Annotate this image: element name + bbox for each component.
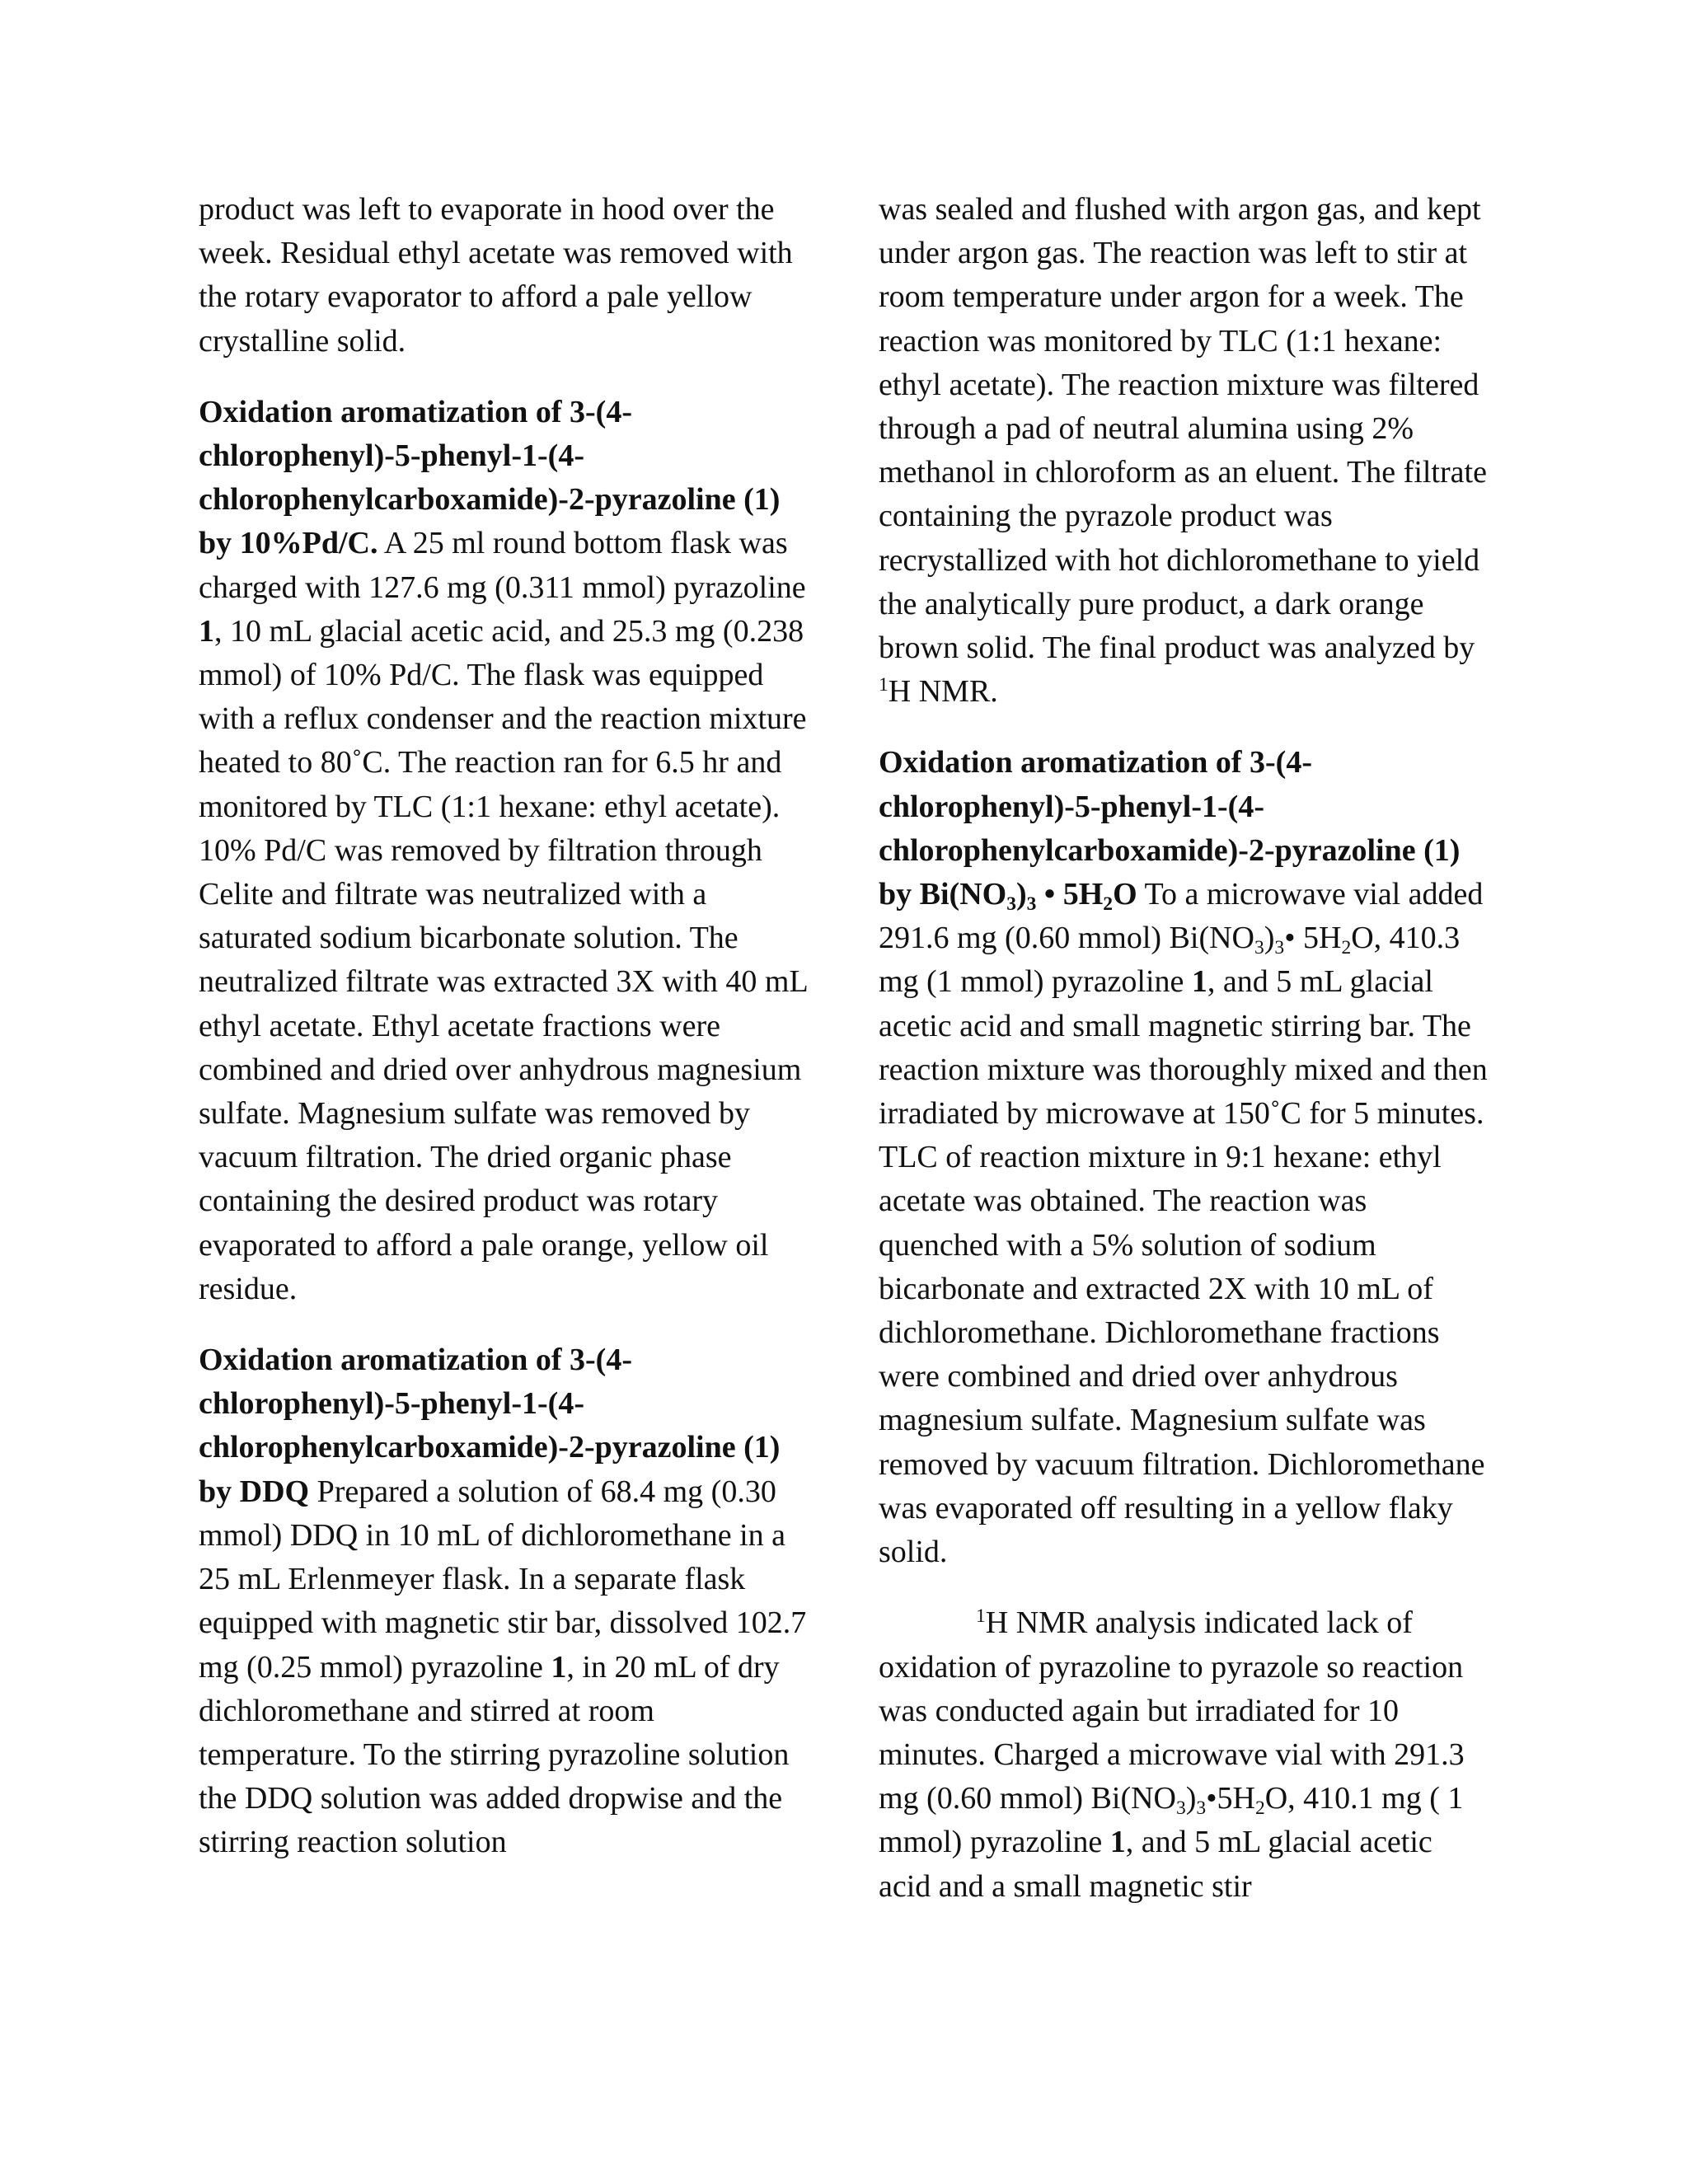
section-heading: Oxidation aromatization of 3-(4-chlorophenyl)-5-phenyl-1-(4-chlorophenylcarboxamide)-2-pyrazoline (1) by DDQ <box>199 1343 781 1509</box>
section-body: , 10 mL glacial acetic acid, and 25.3 mg (0.238 mmol) of 10% Pd/C. The flask was equipped with a reflux condenser and the reaction mixture heated to 80˚C. The reaction ran for 6.5 hr and monitored by TLC (1:1 hexane: ethyl acetate). 10% Pd/C was removed by filtration through Celite and filtrate was neutralized with a saturated sodium bicarbonate solution. The neutralized filtrate was extracted 3X with 40 mL ethyl acetate. Ethyl acetate fractions were combined and dried over anhydrous magnesium sulfate. Magnesium sulfate was removed by vacuum filtration. The dried organic phase containing the desired product was rotary evaporated to afford a pale orange, yellow oil residue. <box>199 613 808 1306</box>
compound-number: 1 <box>199 613 214 649</box>
paragraph-continuation: was sealed and flushed with argon gas, and kept under argon gas. The reaction was left to stir at room temperature under argon for a week. The reaction was monitored by TLC (1:1 hexane: ethyl acetate). The reaction mixture was filtered through a pad of neutral alumina using 2% methanol in chloroform as an eluent. The filtrate containing the pyrazole product was recrystallized with hot dichloromethane to yield the analytically pure product, a dark orange brown solid. The final product was analyzed by $^1$H NMR. <box>879 192 1487 710</box>
section-body: To a microwave vial added 291.6 mg (0.60 mmol) Bi(NO <box>879 877 1484 956</box>
section-heading: Oxidation aromatization of 3-(4-chlorophenyl)-5-phenyl-1-(4-chlorophenylcarboxamide)-2-pyrazoline (1) by 10%Pd/C. <box>199 394 781 561</box>
compound-number: 1 <box>1109 1825 1126 1860</box>
section-body: , in 20 mL of dry dichloromethane and stirred at room temperature. To the stirring pyrazoline solution the DDQ solution was added dropwise and the stirring reaction solution <box>199 1649 790 1860</box>
section-body: Prepared a solution of 68.4 mg (0.30 mmol) DDQ in 10 mL of dichloromethane in a 25 mL Erlenmeyer flask. In a separate flask equipped with magnetic stir bar, dissolved 102.7 mg (0.25 mmol) pyrazoline <box>199 1474 807 1685</box>
section-body: A 25 ml round bottom flask was charged with 127.6 mg (0.311 mmol) pyrazoline <box>199 526 806 605</box>
left-column <box>199 188 809 1892</box>
paragraph-continuation: product was left to evaporate in hood over the week. Residual ethyl acetate was removed with the rotary evaporator to afford a pale yellow crystalline solid. <box>199 192 793 359</box>
section-pd-c <box>199 391 809 1311</box>
superscript: 1 <box>879 674 889 696</box>
compound-number: 1 <box>551 1649 567 1685</box>
paragraph-nmr-analysis: $^1$H NMR analysis indicated lack of oxidation of pyrazoline to pyrazole so reaction was conducted again but irradiated for 10 minutes. Charged a microwave vial with 291.3 mg (0.60 mmol) $Bi(NO_3)_3•5H_2O$, 410.1 mg ( 1 mmol) pyrazoline 1, and 5 mL glacial acetic acid and a small magnetic stir <box>879 1605 1465 1904</box>
section-bismuth-nitrate: Oxidation aromatization of 3-(4-chlorophenyl)-5-phenyl-1-(4-chlorophenylcarboxamide)-2-pyrazoline (1) by $Bi(NO_3)_3$ • $5H_2O$ To a microwave vial added 291.6 mg (0.60 mmol) $Bi(NO_3)_3•$ $5H_2O$, 410.3 mg (1 mmol) pyrazoline 1, and 5 mL glacial acetic acid and small magnetic stirring bar. The reaction mixture was thoroughly mixed and then irradiated by microwave at 150˚C for 5 minutes. TLC of reaction mixture in 9:1 hexane: ethyl acetate was obtained. The reaction was quenched with a 5% solution of sodium bicarbonate and extracted 2X with 10 mL of dichloromethane. Dichloromethane fractions were combined and dried over anhydrous magnesium sulfate. Magnesium sulfate was removed by vacuum filtration. Dichloromethane was evaporated off resulting in a yellow flaky solid. <box>879 745 1488 1570</box>
section-heading: Oxidation aromatization of 3-(4-chlorophenyl)-5-phenyl-1-(4-chlorophenylcarboxamide)-2-pyrazoline (1) by $Bi(NO_3)_3$ • $5H_2O$ <box>879 745 1461 915</box>
right-column <box>879 188 1489 1936</box>
section-ddq <box>199 1338 809 1864</box>
superscript: 1 <box>976 1605 986 1628</box>
compound-number: 1 <box>1191 964 1207 1000</box>
